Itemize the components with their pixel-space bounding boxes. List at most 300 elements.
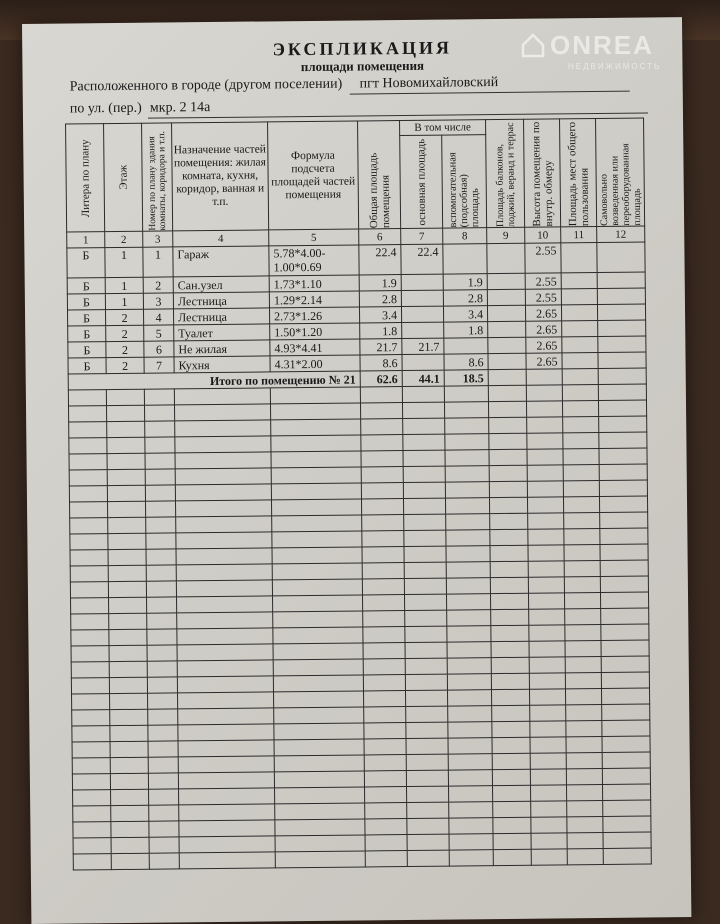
empty-cell <box>447 626 491 642</box>
empty-cell <box>108 581 146 597</box>
empty-cell <box>149 837 179 853</box>
empty-cell <box>404 578 446 594</box>
empty-cell <box>490 593 528 609</box>
empty-cell <box>270 387 360 404</box>
empty-cell <box>148 693 178 709</box>
empty-cell <box>363 643 405 659</box>
cell-litera: Б <box>68 326 106 342</box>
empty-cell <box>601 656 649 673</box>
empty-cell <box>175 468 271 485</box>
empty-cell <box>492 705 530 721</box>
empty-cell <box>445 450 489 466</box>
empty-cell <box>529 609 565 625</box>
cell-formula: 1.50*1.20 <box>270 323 360 340</box>
empty-cell <box>148 725 178 741</box>
empty-cell <box>146 501 176 517</box>
empty-cell <box>147 645 177 661</box>
empty-cell <box>109 677 147 693</box>
empty-cell <box>107 421 145 437</box>
empty-cell <box>488 369 526 385</box>
empty-cell <box>531 817 567 833</box>
empty-cell <box>146 533 176 549</box>
empty-cell <box>530 785 566 801</box>
empty-cell <box>528 577 564 593</box>
empty-cell <box>70 582 108 598</box>
empty-cell <box>107 485 145 501</box>
cell-height: 2.55 <box>525 273 561 289</box>
header-balcony: Площадь балконов, лоджий, веранд и террас <box>486 119 525 227</box>
empty-cell <box>490 577 528 593</box>
empty-cell <box>531 833 567 849</box>
empty-cell <box>148 773 178 789</box>
empty-cell <box>491 641 529 657</box>
header-floor: Этаж <box>104 123 143 231</box>
empty-cell <box>601 624 649 641</box>
empty-cell <box>73 838 111 854</box>
empty-cell <box>364 755 406 771</box>
empty-cell <box>109 629 147 645</box>
empty-cell <box>360 403 402 419</box>
empty-cell <box>72 710 110 726</box>
empty-cell <box>363 675 405 691</box>
empty-cell <box>563 432 599 448</box>
empty-cell <box>174 388 270 405</box>
empty-cell <box>528 593 564 609</box>
empty-cell <box>364 771 406 787</box>
cell-common <box>562 320 598 336</box>
cell-height: 2.65 <box>526 353 562 369</box>
empty-cell <box>447 674 491 690</box>
empty-cell <box>563 448 599 464</box>
empty-cell <box>403 482 445 498</box>
empty-cell <box>361 419 403 435</box>
cell-main-area <box>401 290 443 306</box>
cell-litera: Б <box>67 294 105 310</box>
empty-cell <box>179 820 275 837</box>
header-incl-group: В том числе <box>400 120 486 136</box>
explication-table <box>65 117 652 870</box>
empty-cell <box>530 705 566 721</box>
empty-cell <box>567 832 603 848</box>
cell-floor: 1 <box>105 247 143 277</box>
empty-cell <box>449 818 493 834</box>
empty-cell <box>566 752 602 768</box>
empty-cell <box>601 672 649 689</box>
empty-cell <box>273 611 363 628</box>
empty-cell <box>448 706 492 722</box>
empty-cell <box>599 464 647 481</box>
empty-cell <box>272 563 362 580</box>
empty-cell <box>602 752 650 769</box>
empty-cell <box>107 437 145 453</box>
empty-cell <box>178 740 274 757</box>
empty-cell <box>365 851 407 867</box>
cell-purpose: Сан.узел <box>173 276 269 293</box>
empty-cell <box>174 404 270 421</box>
empty-cell <box>405 610 447 626</box>
empty-cell <box>111 805 149 821</box>
cell-floor: 2 <box>106 341 144 357</box>
empty-cell <box>111 853 149 869</box>
empty-cell <box>71 646 109 662</box>
empty-cell <box>111 837 149 853</box>
empty-cell <box>529 673 565 689</box>
cell-aux-area: 1.8 <box>444 322 488 338</box>
empty-cell <box>598 400 646 417</box>
empty-cell <box>275 787 365 804</box>
cell-formula: 5.78*4.00-1.00*0.69 <box>269 245 359 276</box>
cell-main-area <box>402 322 444 338</box>
empty-cell <box>530 769 566 785</box>
empty-cell <box>147 661 177 677</box>
cell-floor: 2 <box>106 325 144 341</box>
empty-cell <box>149 789 179 805</box>
empty-cell <box>491 609 529 625</box>
empty-cell <box>109 613 147 629</box>
empty-cell <box>444 386 488 402</box>
cell-unauthorized <box>598 336 646 353</box>
empty-cell <box>599 448 647 465</box>
empty-cell <box>362 579 404 595</box>
empty-cell <box>406 770 448 786</box>
empty-cell <box>600 560 648 577</box>
col-number: 7 <box>401 228 443 244</box>
empty-cell <box>600 576 648 593</box>
empty-cell <box>406 738 448 754</box>
cell-main-area: 21.7 <box>402 338 444 354</box>
empty-cell <box>274 755 364 772</box>
empty-cell <box>446 530 490 546</box>
empty-cell <box>108 565 146 581</box>
total-label: Итого по помещению № 21 <box>68 371 360 390</box>
empty-cell <box>71 598 109 614</box>
cell-total-area: 3.4 <box>359 307 401 323</box>
empty-cell <box>404 514 446 530</box>
cell-balcony <box>488 353 526 369</box>
empty-cell <box>147 597 177 613</box>
empty-cell <box>110 741 148 757</box>
empty-cell <box>110 757 148 773</box>
cell-room-no: 5 <box>144 325 174 341</box>
cell-total-area: 1.9 <box>359 275 401 291</box>
empty-cell <box>273 595 363 612</box>
empty-cell <box>273 675 363 692</box>
empty-cell <box>144 389 174 405</box>
empty-cell <box>106 389 144 405</box>
empty-cell <box>69 422 107 438</box>
empty-cell <box>271 435 361 452</box>
empty-cell <box>530 721 566 737</box>
empty-cell <box>178 692 274 709</box>
empty-cell <box>177 676 273 693</box>
cell-formula: 4.31*2.00 <box>270 355 360 372</box>
empty-cell <box>176 548 272 565</box>
col-number: 2 <box>105 231 143 247</box>
empty-cell <box>362 563 404 579</box>
cell-height: 2.65 <box>526 337 562 353</box>
empty-cell <box>69 454 107 470</box>
cell-balcony <box>488 337 526 353</box>
cell-aux-area: 1.9 <box>443 274 487 290</box>
empty-cell <box>566 784 602 800</box>
empty-cell <box>566 768 602 784</box>
empty-cell <box>274 739 364 756</box>
cell-unauthorized <box>598 320 646 337</box>
empty-cell <box>362 595 404 611</box>
empty-cell <box>527 449 563 465</box>
location-label: Расположенного в городе (другом поселении) <box>69 76 343 95</box>
col-number: 10 <box>525 227 561 243</box>
watermark-tagline: НЕДВИЖИМОСТЬ <box>568 62 662 71</box>
cell-balcony <box>487 243 525 273</box>
empty-cell <box>177 628 273 645</box>
street-value: мкр. 2 14а <box>149 100 211 116</box>
empty-cell <box>273 659 363 676</box>
cell-main-area <box>402 354 444 370</box>
cell-unauthorized <box>597 288 645 305</box>
empty-cell <box>566 704 602 720</box>
header-main-area: основная площадь <box>400 135 443 228</box>
cell-aux-area <box>444 338 488 354</box>
empty-cell <box>362 547 404 563</box>
empty-cell <box>176 564 272 581</box>
watermark <box>520 30 720 90</box>
empty-cell <box>527 481 563 497</box>
cell-room-no: 7 <box>144 357 174 373</box>
empty-cell <box>566 736 602 752</box>
cell-litera: Б <box>68 358 106 374</box>
empty-cell <box>111 789 149 805</box>
cell-aux-area: 8.6 <box>444 354 488 370</box>
empty-cell <box>564 576 600 592</box>
empty-cell <box>110 725 148 741</box>
aux-area-sum: 18.5 <box>444 370 488 386</box>
empty-cell <box>490 545 528 561</box>
empty-cell <box>446 514 490 530</box>
empty-cell <box>448 754 492 770</box>
cell-litera: Б <box>67 310 105 326</box>
empty-cell <box>407 834 449 850</box>
cell-total-area: 21.7 <box>360 339 402 355</box>
empty-cell <box>526 369 562 385</box>
empty-cell <box>146 581 176 597</box>
empty-cell <box>531 849 567 865</box>
empty-cell <box>403 466 445 482</box>
empty-cell <box>360 387 402 403</box>
cell-balcony <box>488 321 526 337</box>
col-number: 5 <box>269 229 359 246</box>
cell-room-no: 6 <box>144 341 174 357</box>
empty-cell <box>565 672 601 688</box>
cell-height: 2.55 <box>525 289 561 305</box>
empty-cell <box>108 533 146 549</box>
col-number: 8 <box>443 228 487 244</box>
empty-cell <box>145 421 175 437</box>
header-aux-area: вспомогательная (подсобная) площадь <box>442 135 487 228</box>
empty-cell <box>407 818 449 834</box>
col-number: 12 <box>597 226 645 243</box>
empty-cell <box>176 500 272 517</box>
empty-cell <box>599 416 647 433</box>
empty-cell <box>179 852 275 869</box>
cell-floor: 1 <box>105 277 143 293</box>
empty-cell <box>363 611 405 627</box>
empty-cell <box>111 821 149 837</box>
cell-purpose: Не жилая <box>174 340 270 357</box>
cell-purpose: Туалет <box>174 324 270 341</box>
empty-cell <box>361 435 403 451</box>
empty-cell <box>149 821 179 837</box>
empty-cell <box>272 531 362 548</box>
empty-cell <box>530 753 566 769</box>
cell-formula: 1.73*1.10 <box>269 275 359 292</box>
empty-cell <box>365 819 407 835</box>
empty-cell <box>69 438 107 454</box>
header-purpose: Назначение частей помещения: жилая комната, кухня, коридор, ванная и т.п. <box>172 122 269 231</box>
empty-cell <box>72 742 110 758</box>
empty-cell <box>527 465 563 481</box>
empty-cell <box>602 768 650 785</box>
empty-cell <box>179 788 275 805</box>
empty-cell <box>493 833 531 849</box>
empty-cell <box>403 498 445 514</box>
col-number: 9 <box>487 227 525 243</box>
empty-cell <box>600 592 648 609</box>
empty-cell <box>406 690 448 706</box>
empty-cell <box>71 662 109 678</box>
cell-common <box>561 288 597 304</box>
empty-cell <box>529 657 565 673</box>
empty-cell <box>405 658 447 674</box>
empty-cell <box>564 592 600 608</box>
empty-cell <box>445 466 489 482</box>
empty-cell <box>446 594 490 610</box>
empty-cell <box>448 738 492 754</box>
empty-cell <box>179 804 275 821</box>
empty-cell <box>493 785 531 801</box>
empty-cell <box>565 688 601 704</box>
empty-cell <box>489 481 527 497</box>
cell-unauthorized <box>597 304 645 321</box>
empty-cell <box>275 819 365 836</box>
empty-cell <box>274 691 364 708</box>
empty-cell <box>602 720 650 737</box>
cell-purpose: Кухня <box>174 356 270 373</box>
empty-cell <box>563 416 599 432</box>
empty-cell <box>527 497 563 513</box>
empty-cell <box>72 774 110 790</box>
empty-cell <box>177 612 273 629</box>
cell-formula: 1.29*2.14 <box>269 291 359 308</box>
empty-cell <box>405 674 447 690</box>
empty-cell <box>489 433 527 449</box>
cell-purpose: Лестница <box>173 292 269 309</box>
empty-cell <box>148 757 178 773</box>
empty-cell <box>488 401 526 417</box>
cell-formula: 4.93*4.41 <box>270 339 360 356</box>
empty-cell <box>448 770 492 786</box>
empty-cell <box>562 368 598 384</box>
empty-cell <box>491 673 529 689</box>
empty-cell <box>272 515 362 532</box>
empty-cell <box>567 848 603 864</box>
empty-cell <box>148 709 178 725</box>
empty-cell <box>69 406 107 422</box>
empty-cell <box>178 756 274 773</box>
empty-cell <box>488 385 526 401</box>
empty-cell <box>177 644 273 661</box>
empty-cell <box>73 854 111 870</box>
empty-cell <box>491 657 529 673</box>
empty-cell <box>364 691 406 707</box>
empty-cell <box>567 800 603 816</box>
empty-cell <box>107 469 145 485</box>
cell-common <box>561 242 597 272</box>
empty-cell <box>147 629 177 645</box>
empty-cell <box>144 405 174 421</box>
header-formula: Формула подсчета площадей частей помещения <box>268 121 359 230</box>
header-unauthorized: Самовольно возведенная или переоборудованная площадь <box>596 118 645 226</box>
watermark-brand: ONREA <box>550 30 654 60</box>
col-number: 1 <box>67 232 105 248</box>
empty-cell <box>492 737 530 753</box>
empty-cell <box>365 803 407 819</box>
empty-cell <box>110 709 148 725</box>
cell-total-area: 22.4 <box>359 245 401 275</box>
empty-cell <box>71 614 109 630</box>
empty-cell <box>601 608 649 625</box>
empty-cell <box>526 401 562 417</box>
cell-balcony <box>487 289 525 305</box>
empty-cell <box>492 769 530 785</box>
empty-cell <box>271 467 361 484</box>
empty-cell <box>176 580 272 597</box>
empty-cell <box>271 499 361 516</box>
empty-cell <box>146 565 176 581</box>
empty-cell <box>177 660 273 677</box>
empty-cell <box>275 835 365 852</box>
empty-cell <box>178 772 274 789</box>
cell-unauthorized <box>597 272 645 289</box>
empty-cell <box>271 419 361 436</box>
cell-total-area: 8.6 <box>360 355 402 371</box>
empty-cell <box>407 786 449 802</box>
empty-cell <box>531 801 567 817</box>
cell-total-area: 1.8 <box>360 323 402 339</box>
empty-cell <box>145 485 175 501</box>
empty-cell <box>598 384 646 401</box>
empty-cell <box>566 720 602 736</box>
empty-cell <box>402 402 444 418</box>
empty-cell <box>149 805 179 821</box>
cell-main-area: 22.4 <box>401 244 443 274</box>
empty-cell <box>444 402 488 418</box>
empty-cell <box>178 724 274 741</box>
empty-cell <box>527 417 563 433</box>
empty-cell <box>599 496 647 513</box>
empty-cell <box>364 707 406 723</box>
cell-formula: 2.73*1.26 <box>269 307 359 324</box>
empty-cell <box>178 708 274 725</box>
empty-cell <box>603 800 651 817</box>
empty-cell <box>108 501 146 517</box>
empty-cell <box>362 515 404 531</box>
empty-cell <box>445 434 489 450</box>
empty-cell <box>361 467 403 483</box>
empty-cell <box>564 528 600 544</box>
empty-cell <box>528 513 564 529</box>
total-area-sum: 62.6 <box>360 371 402 387</box>
